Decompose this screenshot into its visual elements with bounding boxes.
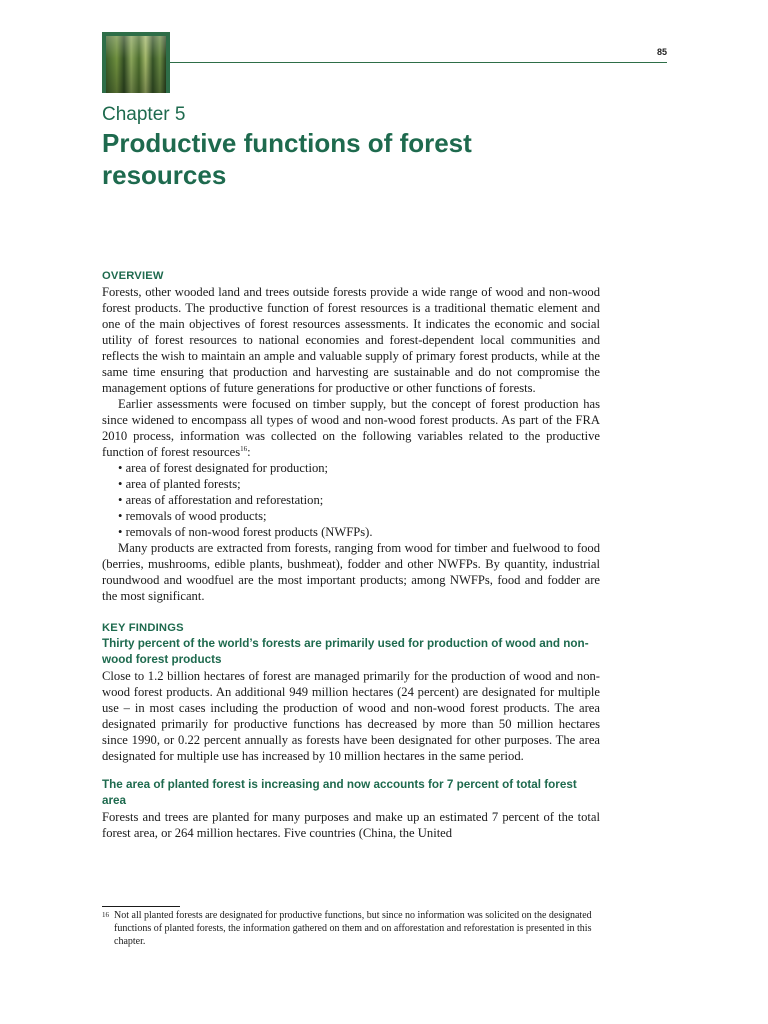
overview-heading: OVERVIEW [102, 270, 164, 282]
forest-photo [106, 36, 166, 93]
variables-list [102, 460, 600, 540]
footnote-number: 16 [102, 911, 109, 919]
chapter-title: Productive functions of forest resources [102, 128, 472, 190]
chapter-header-photo [102, 32, 170, 93]
list-item: • area of forest designated for production; [118, 460, 600, 476]
chapter-label: Chapter 5 [102, 104, 186, 125]
finding-1-text: Close to 1.2 billion hectares of forest are managed primarily for the production of wood and non-wood forest products. An additional 949 million hectares (24 percent) are designated for multiple use – in most cases including the production of wood and non-wood forest products. The area designated primarily for productive functions has decreased by more than 50 million hectares since 1990, or 0.22 percent annually as forests have been designated for other purposes. The area designated for multiple use has increased by 10 million hectares in the same period. [102, 669, 600, 763]
body-text [102, 268, 600, 841]
list-item: • areas of afforestation and reforestation; [118, 492, 600, 508]
overview-paragraph-2 [102, 396, 600, 460]
section-spacer [102, 764, 600, 777]
finding-2-text: Forests and trees are planted for many purposes and make up an estimated 7 percent of the total forest area, or 264 million hectares. Five countries (China, the United [102, 810, 600, 840]
overview-paragraph-1: Forests, other wooded land and trees outside forests provide a wide range of wood and non-wood forest products. The productive function of forest resources is a traditional thematic element and one of the main objectives of forest resources assessments. It indicates the economic and social utility of forest resources to national economies and forest-dependent local communities and reflects the wish to maintain an ample and valuable supply of primary forest products, while at the same time ensuring that production and harvesting are sustainable and do not compromise the management options of future generations for productive or other functions of forests. [102, 285, 600, 395]
list-item: • area of planted forests; [118, 476, 600, 492]
overview-paragraph-3: Many products are extracted from forests, ranging from wood for timber and fuelwood to food (berries, mushrooms, edible plants, bushmeat), fodder and other NWFPs. By quantity, industrial roundwood and woodfuel are the most important products; among NWFPs, food and fodder are the most significant. [102, 541, 600, 603]
footnote-text: Not all planted forests are designated for productive functions, but since no information was solicited on the designated functions of planted forests, the information gathered on them and on afforestation and reforestation is presented in this chapter. [114, 910, 592, 947]
list-item: • removals of non-wood forest products (NWFPs). [118, 524, 600, 540]
key-findings-heading: KEY FINDINGS [102, 622, 184, 634]
footnote-reference: 16 [240, 444, 248, 453]
finding-1-title: Thirty percent of the world’s forests are primarily used for production of wood and non-wood forest products [102, 637, 589, 666]
header-rule [170, 62, 667, 63]
list-item: • removals of wood products; [118, 508, 600, 524]
overview-paragraph-2-text: Earlier assessments were focused on timber supply, but the concept of forest production has since widened to encompass all types of wood and non-wood forest products. As part of the FRA 2010 process, information was collected on the following variables related to the productive function of forest resources [102, 397, 600, 459]
footnote [102, 909, 600, 948]
footnote-rule [102, 906, 180, 907]
page-number: 85 [656, 47, 667, 57]
finding-2-title: The area of planted forest is increasing and now accounts for 7 percent of total forest area [102, 778, 577, 807]
overview-paragraph-2-end: : [247, 445, 251, 459]
section-spacer [102, 604, 600, 620]
